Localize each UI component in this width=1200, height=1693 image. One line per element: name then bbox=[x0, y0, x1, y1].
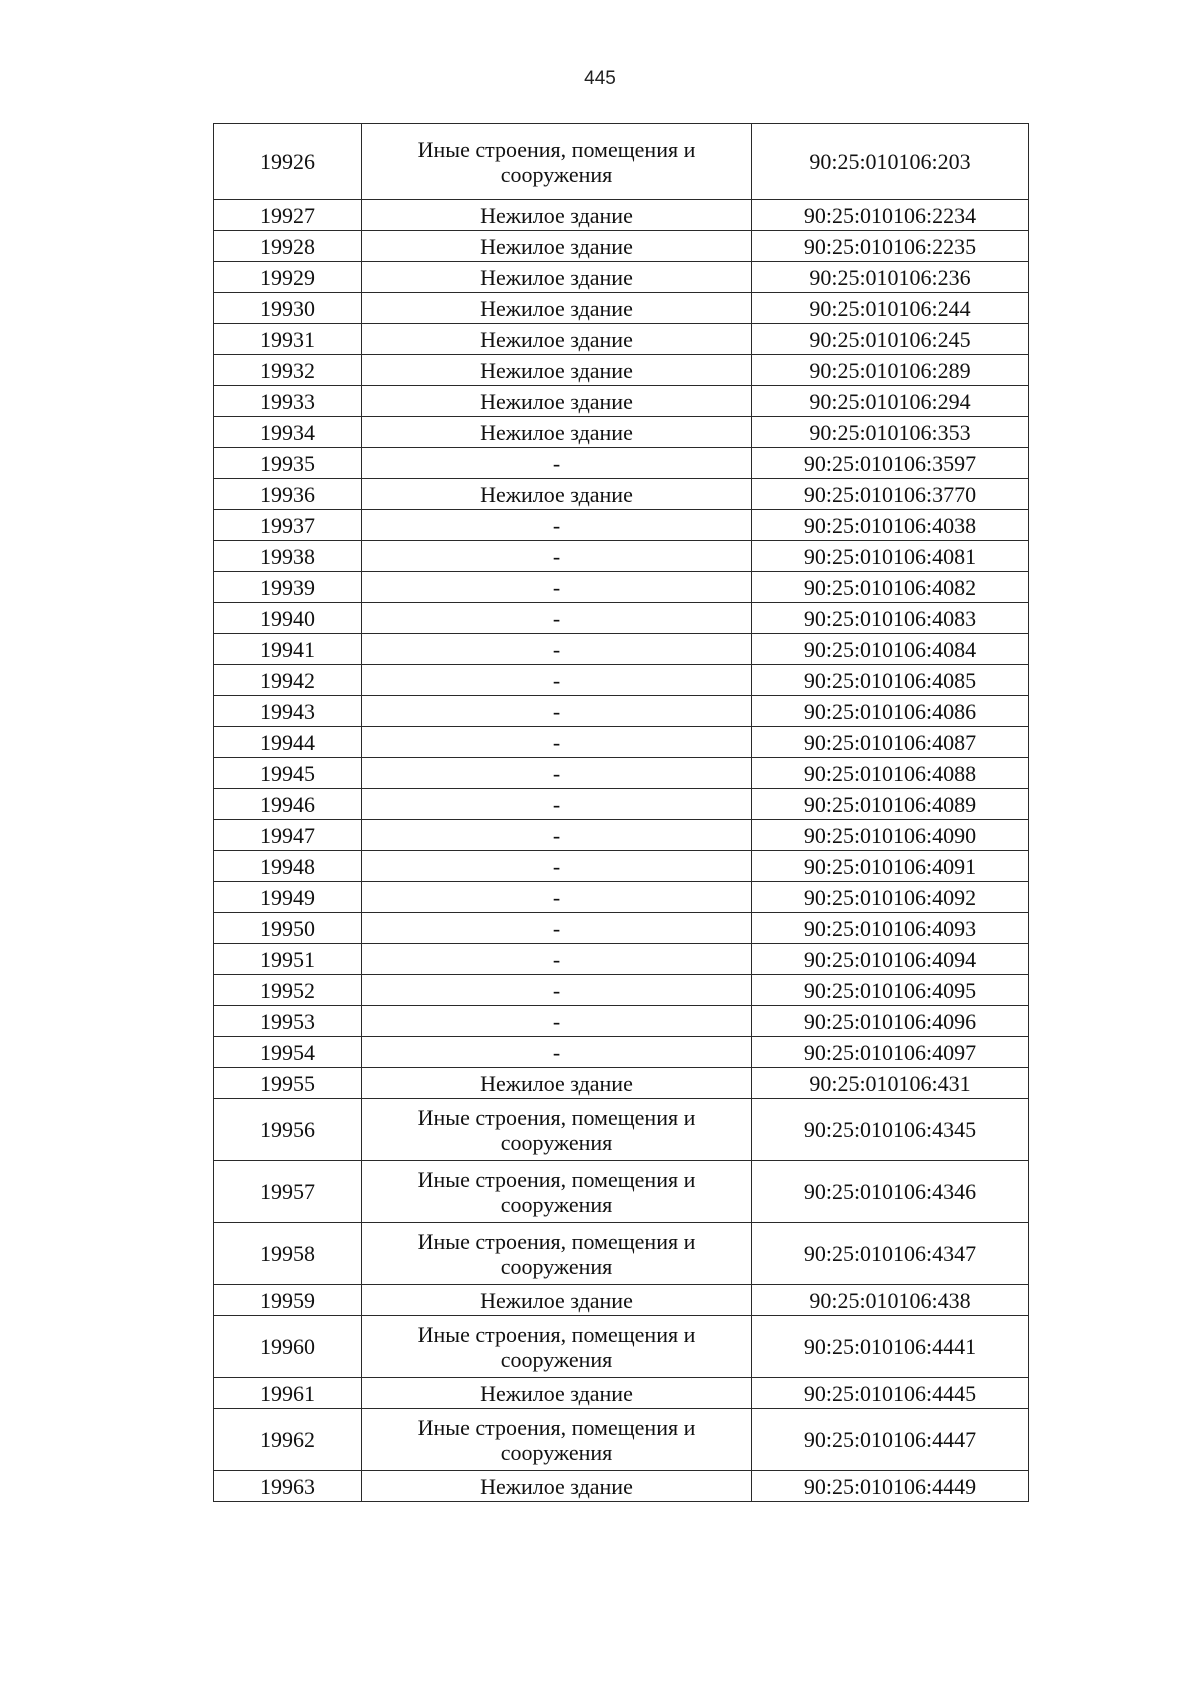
table-row bbox=[214, 1316, 1029, 1378]
table-row bbox=[214, 634, 1029, 665]
row-number-cell: 19932 bbox=[214, 355, 362, 386]
table-row bbox=[214, 1223, 1029, 1285]
table-row bbox=[214, 479, 1029, 510]
cadastral-number-cell: 90:25:010106:431 bbox=[752, 1068, 1029, 1099]
cadastral-number-cell: 90:25:010106:4086 bbox=[752, 696, 1029, 727]
cadastral-number-cell: 90:25:010106:289 bbox=[752, 355, 1029, 386]
object-type-cell: Нежилое здание bbox=[362, 200, 752, 231]
row-number-cell: 19949 bbox=[214, 882, 362, 913]
cadastral-number-cell: 90:25:010106:4083 bbox=[752, 603, 1029, 634]
table-row bbox=[214, 1068, 1029, 1099]
row-number-cell: 19926 bbox=[214, 124, 362, 200]
row-number-cell: 19933 bbox=[214, 386, 362, 417]
cadastral-number-cell: 90:25:010106:4089 bbox=[752, 789, 1029, 820]
table-row bbox=[214, 1409, 1029, 1471]
cadastral-number-cell: 90:25:010106:4447 bbox=[752, 1409, 1029, 1471]
table-row bbox=[214, 386, 1029, 417]
row-number-cell: 19930 bbox=[214, 293, 362, 324]
object-type-cell: Иные строения, помещения и сооружения bbox=[362, 1161, 752, 1223]
row-number-cell: 19940 bbox=[214, 603, 362, 634]
table-row bbox=[214, 975, 1029, 1006]
cadastral-number-cell: 90:25:010106:3770 bbox=[752, 479, 1029, 510]
cadastral-number-cell: 90:25:010106:203 bbox=[752, 124, 1029, 200]
table-row bbox=[214, 417, 1029, 448]
row-number-cell: 19948 bbox=[214, 851, 362, 882]
object-type-cell: Нежилое здание bbox=[362, 386, 752, 417]
object-type-cell: - bbox=[362, 665, 752, 696]
object-type-cell: Нежилое здание bbox=[362, 1471, 752, 1502]
row-number-cell: 19944 bbox=[214, 727, 362, 758]
cadastral-number-cell: 90:25:010106:4091 bbox=[752, 851, 1029, 882]
table-row bbox=[214, 1471, 1029, 1502]
table-row bbox=[214, 231, 1029, 262]
table-row bbox=[214, 510, 1029, 541]
row-number-cell: 19951 bbox=[214, 944, 362, 975]
row-number-cell: 19928 bbox=[214, 231, 362, 262]
object-type-cell: - bbox=[362, 572, 752, 603]
object-type-cell: - bbox=[362, 913, 752, 944]
row-number-cell: 19946 bbox=[214, 789, 362, 820]
table-row bbox=[214, 541, 1029, 572]
object-type-cell: - bbox=[362, 448, 752, 479]
cadastral-number-cell: 90:25:010106:2235 bbox=[752, 231, 1029, 262]
table-row bbox=[214, 324, 1029, 355]
page-number: 445 bbox=[584, 68, 616, 89]
object-type-cell: - bbox=[362, 727, 752, 758]
cadastral-number-cell: 90:25:010106:4445 bbox=[752, 1378, 1029, 1409]
table-row bbox=[214, 1006, 1029, 1037]
row-number-cell: 19958 bbox=[214, 1223, 362, 1285]
row-number-cell: 19960 bbox=[214, 1316, 362, 1378]
row-number-cell: 19934 bbox=[214, 417, 362, 448]
cadastral-number-cell: 90:25:010106:4081 bbox=[752, 541, 1029, 572]
object-type-cell: - bbox=[362, 510, 752, 541]
object-type-cell: Нежилое здание bbox=[362, 293, 752, 324]
row-number-cell: 19953 bbox=[214, 1006, 362, 1037]
table-row bbox=[214, 851, 1029, 882]
object-type-cell: - bbox=[362, 696, 752, 727]
row-number-cell: 19942 bbox=[214, 665, 362, 696]
cadastral-number-cell: 90:25:010106:4084 bbox=[752, 634, 1029, 665]
object-type-cell: Нежилое здание bbox=[362, 231, 752, 262]
object-type-cell: - bbox=[362, 758, 752, 789]
table-row bbox=[214, 262, 1029, 293]
object-type-cell: Нежилое здание bbox=[362, 1068, 752, 1099]
table-row bbox=[214, 1285, 1029, 1316]
object-type-cell: - bbox=[362, 541, 752, 572]
object-type-cell: Нежилое здание bbox=[362, 1285, 752, 1316]
cadastral-number-cell: 90:25:010106:353 bbox=[752, 417, 1029, 448]
cadastral-number-cell: 90:25:010106:4092 bbox=[752, 882, 1029, 913]
table-row bbox=[214, 1161, 1029, 1223]
cadastral-number-cell: 90:25:010106:236 bbox=[752, 262, 1029, 293]
object-type-cell: Нежилое здание bbox=[362, 417, 752, 448]
cadastral-number-cell: 90:25:010106:4346 bbox=[752, 1161, 1029, 1223]
cadastral-number-cell: 90:25:010106:244 bbox=[752, 293, 1029, 324]
object-type-cell: Нежилое здание bbox=[362, 1378, 752, 1409]
object-type-cell: - bbox=[362, 1006, 752, 1037]
cadastral-number-cell: 90:25:010106:4090 bbox=[752, 820, 1029, 851]
cadastral-number-cell: 90:25:010106:4095 bbox=[752, 975, 1029, 1006]
row-number-cell: 19957 bbox=[214, 1161, 362, 1223]
cadastral-number-cell: 90:25:010106:4094 bbox=[752, 944, 1029, 975]
table-body bbox=[214, 124, 1029, 1502]
table-row bbox=[214, 1099, 1029, 1161]
cadastral-number-cell: 90:25:010106:4347 bbox=[752, 1223, 1029, 1285]
table-row bbox=[214, 603, 1029, 634]
cadastral-number-cell: 90:25:010106:294 bbox=[752, 386, 1029, 417]
cadastral-number-cell: 90:25:010106:4097 bbox=[752, 1037, 1029, 1068]
row-number-cell: 19929 bbox=[214, 262, 362, 293]
cadastral-number-cell: 90:25:010106:4441 bbox=[752, 1316, 1029, 1378]
cadastral-number-cell: 90:25:010106:4449 bbox=[752, 1471, 1029, 1502]
table-row bbox=[214, 727, 1029, 758]
row-number-cell: 19927 bbox=[214, 200, 362, 231]
cadastral-number-cell: 90:25:010106:4093 bbox=[752, 913, 1029, 944]
object-type-cell: Нежилое здание bbox=[362, 262, 752, 293]
cadastral-number-cell: 90:25:010106:438 bbox=[752, 1285, 1029, 1316]
object-type-cell: Нежилое здание bbox=[362, 479, 752, 510]
table-row bbox=[214, 572, 1029, 603]
row-number-cell: 19945 bbox=[214, 758, 362, 789]
row-number-cell: 19959 bbox=[214, 1285, 362, 1316]
table-row bbox=[214, 758, 1029, 789]
table-row bbox=[214, 1378, 1029, 1409]
row-number-cell: 19943 bbox=[214, 696, 362, 727]
table-row bbox=[214, 820, 1029, 851]
property-registry-table bbox=[213, 123, 1029, 1502]
cadastral-number-cell: 90:25:010106:4096 bbox=[752, 1006, 1029, 1037]
row-number-cell: 19956 bbox=[214, 1099, 362, 1161]
object-type-cell: - bbox=[362, 789, 752, 820]
table-row bbox=[214, 665, 1029, 696]
object-type-cell: - bbox=[362, 634, 752, 665]
object-type-cell: Иные строения, помещения и сооружения bbox=[362, 1223, 752, 1285]
object-type-cell: Иные строения, помещения и сооружения bbox=[362, 1409, 752, 1471]
table-row bbox=[214, 882, 1029, 913]
row-number-cell: 19939 bbox=[214, 572, 362, 603]
row-number-cell: 19952 bbox=[214, 975, 362, 1006]
object-type-cell: - bbox=[362, 1037, 752, 1068]
row-number-cell: 19963 bbox=[214, 1471, 362, 1502]
object-type-cell: - bbox=[362, 820, 752, 851]
row-number-cell: 19955 bbox=[214, 1068, 362, 1099]
row-number-cell: 19941 bbox=[214, 634, 362, 665]
object-type-cell: - bbox=[362, 882, 752, 913]
table-row bbox=[214, 696, 1029, 727]
object-type-cell: Иные строения, помещения и сооружения bbox=[362, 1316, 752, 1378]
row-number-cell: 19950 bbox=[214, 913, 362, 944]
object-type-cell: Нежилое здание bbox=[362, 355, 752, 386]
row-number-cell: 19935 bbox=[214, 448, 362, 479]
row-number-cell: 19947 bbox=[214, 820, 362, 851]
cadastral-number-cell: 90:25:010106:2234 bbox=[752, 200, 1029, 231]
row-number-cell: 19962 bbox=[214, 1409, 362, 1471]
object-type-cell: - bbox=[362, 975, 752, 1006]
table-row bbox=[214, 789, 1029, 820]
table-row bbox=[214, 1037, 1029, 1068]
cadastral-number-cell: 90:25:010106:3597 bbox=[752, 448, 1029, 479]
object-type-cell: - bbox=[362, 944, 752, 975]
cadastral-number-cell: 90:25:010106:245 bbox=[752, 324, 1029, 355]
cadastral-number-cell: 90:25:010106:4345 bbox=[752, 1099, 1029, 1161]
row-number-cell: 19931 bbox=[214, 324, 362, 355]
object-type-cell: Иные строения, помещения и сооружения bbox=[362, 1099, 752, 1161]
row-number-cell: 19938 bbox=[214, 541, 362, 572]
cadastral-number-cell: 90:25:010106:4082 bbox=[752, 572, 1029, 603]
cadastral-number-cell: 90:25:010106:4087 bbox=[752, 727, 1029, 758]
cadastral-number-cell: 90:25:010106:4088 bbox=[752, 758, 1029, 789]
cadastral-number-cell: 90:25:010106:4085 bbox=[752, 665, 1029, 696]
row-number-cell: 19961 bbox=[214, 1378, 362, 1409]
object-type-cell: Иные строения, помещения и сооружения bbox=[362, 124, 752, 200]
table-row bbox=[214, 355, 1029, 386]
table-row bbox=[214, 944, 1029, 975]
row-number-cell: 19937 bbox=[214, 510, 362, 541]
object-type-cell: - bbox=[362, 603, 752, 634]
row-number-cell: 19936 bbox=[214, 479, 362, 510]
object-type-cell: Нежилое здание bbox=[362, 324, 752, 355]
row-number-cell: 19954 bbox=[214, 1037, 362, 1068]
table-row bbox=[214, 293, 1029, 324]
table-row bbox=[214, 200, 1029, 231]
table-row bbox=[214, 913, 1029, 944]
object-type-cell: - bbox=[362, 851, 752, 882]
table-row bbox=[214, 124, 1029, 200]
table-row bbox=[214, 448, 1029, 479]
cadastral-number-cell: 90:25:010106:4038 bbox=[752, 510, 1029, 541]
